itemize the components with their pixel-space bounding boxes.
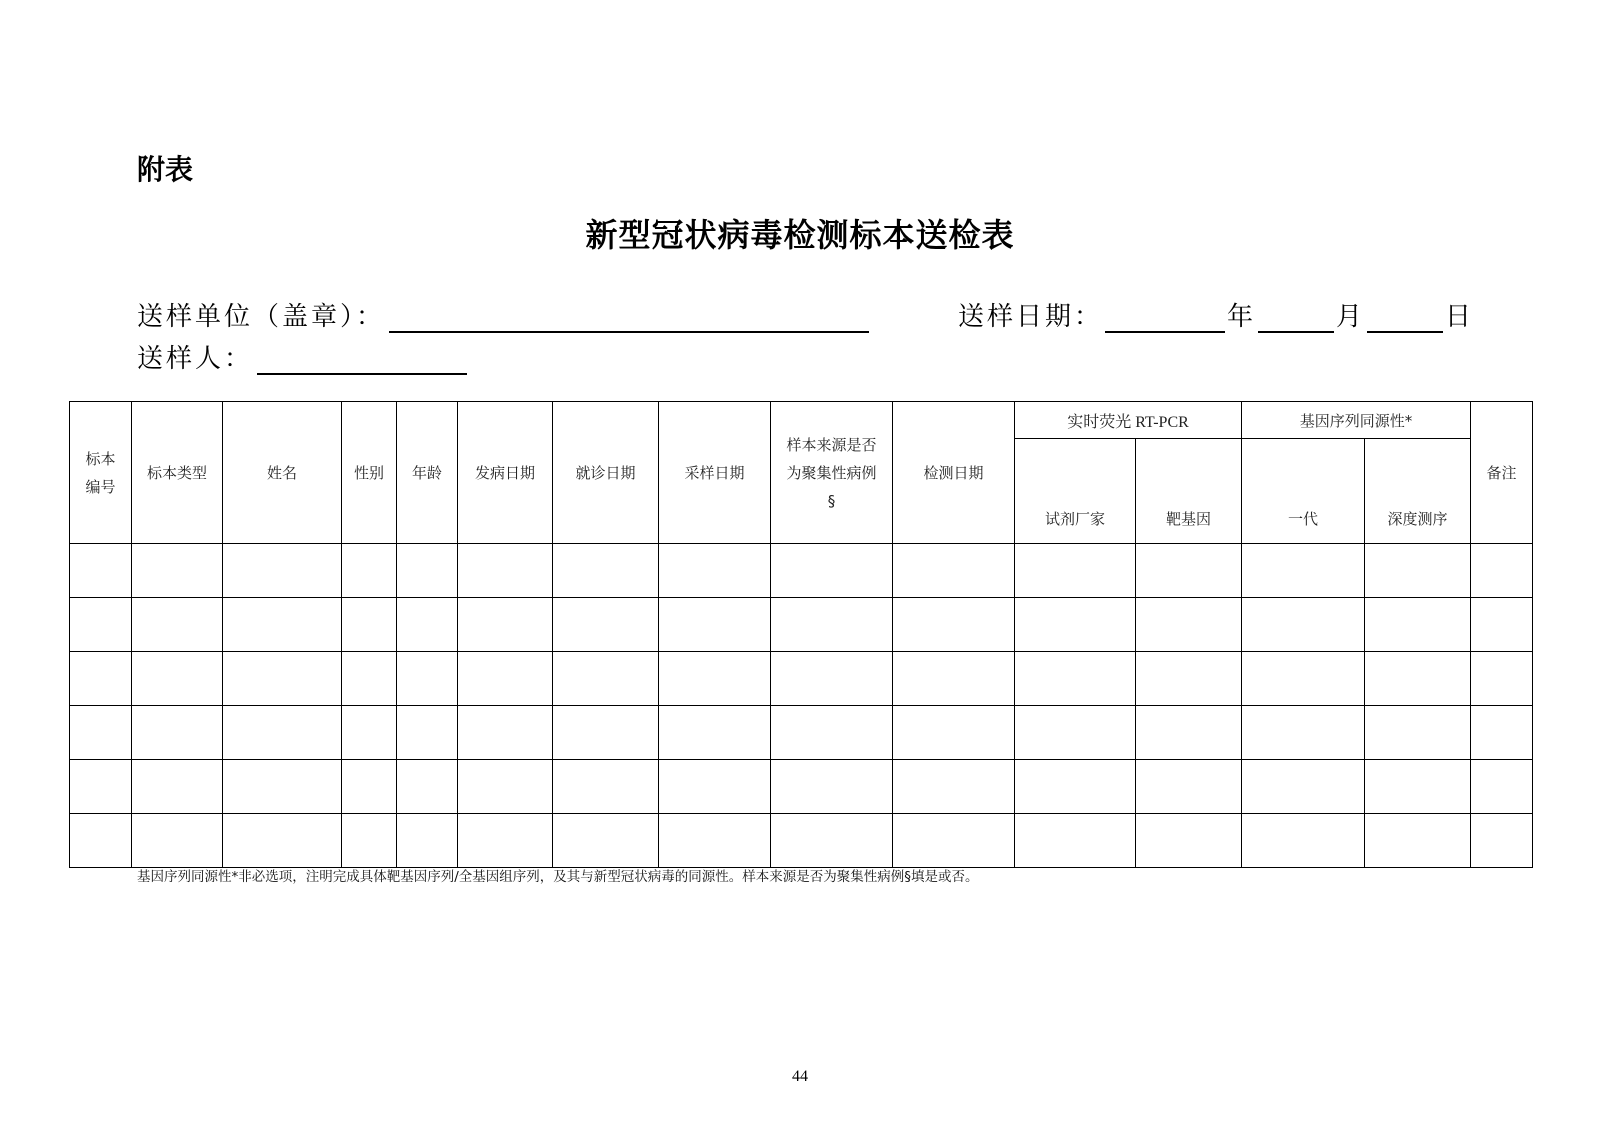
table-cell[interactable] xyxy=(771,544,893,598)
table-cell[interactable] xyxy=(659,760,771,814)
table-cell[interactable] xyxy=(132,652,223,706)
table-cell[interactable] xyxy=(1242,814,1365,868)
header-specimen-no-line2: 编号 xyxy=(85,477,116,496)
sending-date-label: 送样日期： xyxy=(958,302,1104,332)
table-cell[interactable] xyxy=(1242,598,1365,652)
table-cell[interactable] xyxy=(223,544,342,598)
table-cell[interactable] xyxy=(1015,814,1136,868)
table-cell[interactable] xyxy=(1365,598,1471,652)
sending-date-field xyxy=(958,296,1474,333)
table-cell[interactable] xyxy=(223,652,342,706)
footnote: 基因序列同源性*非必选项，注明完成具体靶基因序列/全基因组序列，及其与新型冠状病毒的同源性。样本来源是否为聚集性病例§填是或否。 xyxy=(137,869,979,885)
table-cell[interactable] xyxy=(1015,544,1136,598)
table-cell[interactable] xyxy=(458,814,553,868)
sender-label: 送样人： xyxy=(137,344,254,374)
table-cell[interactable] xyxy=(1471,598,1533,652)
table-cell[interactable] xyxy=(223,706,342,760)
table-cell[interactable] xyxy=(1136,652,1242,706)
table-cell[interactable] xyxy=(342,760,397,814)
table-cell[interactable] xyxy=(397,598,458,652)
table-cell[interactable] xyxy=(893,652,1015,706)
table-cell[interactable] xyxy=(771,760,893,814)
table-cell[interactable] xyxy=(342,652,397,706)
header-cluster-line1: 样本来源是否 xyxy=(786,435,877,454)
table-cell[interactable] xyxy=(553,760,659,814)
table-cell[interactable] xyxy=(458,760,553,814)
table-cell[interactable] xyxy=(1365,814,1471,868)
table-row xyxy=(70,652,1533,706)
header-homology-group: 基因序列同源性* xyxy=(1242,402,1471,439)
table-cell[interactable] xyxy=(659,598,771,652)
header-reagent-maker: 试剂厂家 xyxy=(1015,439,1136,544)
table-cell[interactable] xyxy=(893,544,1015,598)
table-cell[interactable] xyxy=(1136,598,1242,652)
appendix-label: 附表 xyxy=(137,153,194,186)
sending-unit-label: 送样单位（盖章）： xyxy=(137,302,386,332)
table-cell[interactable] xyxy=(70,706,132,760)
table-cell[interactable] xyxy=(1015,706,1136,760)
header-remarks: 备注 xyxy=(1471,402,1533,544)
day-label: 日 xyxy=(1445,302,1475,332)
table-cell[interactable] xyxy=(553,598,659,652)
table-cell[interactable] xyxy=(893,706,1015,760)
header-specimen-no-line1: 标本 xyxy=(85,449,116,468)
table-cell[interactable] xyxy=(659,544,771,598)
table-cell[interactable] xyxy=(553,544,659,598)
table-body xyxy=(70,544,1533,868)
table-row xyxy=(70,760,1533,814)
table-cell[interactable] xyxy=(132,814,223,868)
table-cell[interactable] xyxy=(70,598,132,652)
table-cell[interactable] xyxy=(1471,814,1533,868)
table-cell[interactable] xyxy=(397,652,458,706)
month-label: 月 xyxy=(1336,302,1366,332)
table-cell[interactable] xyxy=(397,760,458,814)
table-cell[interactable] xyxy=(659,652,771,706)
header-specimen-no xyxy=(70,402,132,544)
table-cell[interactable] xyxy=(1242,544,1365,598)
table-cell[interactable] xyxy=(1365,652,1471,706)
table-cell[interactable] xyxy=(553,814,659,868)
table-cell[interactable] xyxy=(1471,760,1533,814)
table-row xyxy=(70,598,1533,652)
header-target-gene: 靶基因 xyxy=(1136,439,1242,544)
table-cell[interactable] xyxy=(223,598,342,652)
table-cell[interactable] xyxy=(553,706,659,760)
header-age: 年龄 xyxy=(397,402,458,544)
table-cell[interactable] xyxy=(1136,544,1242,598)
table-cell[interactable] xyxy=(771,706,893,760)
table-row xyxy=(70,706,1533,760)
table-cell[interactable] xyxy=(893,598,1015,652)
table-cell[interactable] xyxy=(458,598,553,652)
table-cell[interactable] xyxy=(1365,760,1471,814)
table-cell[interactable] xyxy=(1365,706,1471,760)
table-cell[interactable] xyxy=(223,760,342,814)
table-cell[interactable] xyxy=(659,706,771,760)
table-cell[interactable] xyxy=(132,544,223,598)
table-cell[interactable] xyxy=(1242,652,1365,706)
header-deep-seq: 深度测序 xyxy=(1365,439,1471,544)
table-cell[interactable] xyxy=(70,652,132,706)
table-cell[interactable] xyxy=(342,598,397,652)
page-title: 新型冠状病毒检测标本送检表 xyxy=(585,216,1015,254)
table-cell[interactable] xyxy=(70,814,132,868)
table-cell[interactable] xyxy=(70,544,132,598)
day-input[interactable] xyxy=(1367,305,1443,333)
table-row xyxy=(70,814,1533,868)
year-input[interactable] xyxy=(1105,305,1225,333)
header-onset-date: 发病日期 xyxy=(458,402,553,544)
table-cell[interactable] xyxy=(397,706,458,760)
table-cell[interactable] xyxy=(70,760,132,814)
header-specimen-type: 标本类型 xyxy=(132,402,223,544)
month-input[interactable] xyxy=(1258,305,1334,333)
table-cell[interactable] xyxy=(342,814,397,868)
header-rtpcr-group xyxy=(1015,402,1242,439)
table-cell[interactable] xyxy=(893,814,1015,868)
table-cell[interactable] xyxy=(342,544,397,598)
header-cluster-line2: 为聚集性病例 xyxy=(786,463,877,482)
header-rtpcr-label: 实时荧光 RT-PCR xyxy=(1067,413,1189,431)
header-cluster-line3: § xyxy=(827,491,836,510)
table-cell[interactable] xyxy=(1015,598,1136,652)
table-cell[interactable] xyxy=(1136,814,1242,868)
table-cell[interactable] xyxy=(132,706,223,760)
header-cluster-case xyxy=(771,402,893,544)
table-cell[interactable] xyxy=(1015,760,1136,814)
sender-input[interactable] xyxy=(257,347,467,375)
table-cell[interactable] xyxy=(1136,706,1242,760)
table-cell[interactable] xyxy=(553,652,659,706)
header-visit-date: 就诊日期 xyxy=(553,402,659,544)
table-cell[interactable] xyxy=(1242,760,1365,814)
table-cell[interactable] xyxy=(893,760,1015,814)
table-cell[interactable] xyxy=(132,760,223,814)
table-cell[interactable] xyxy=(458,652,553,706)
page-number: 44 xyxy=(792,1068,808,1085)
table-cell[interactable] xyxy=(659,814,771,868)
table-cell[interactable] xyxy=(132,598,223,652)
table-cell[interactable] xyxy=(1471,652,1533,706)
table-row xyxy=(70,544,1533,598)
table-cell[interactable] xyxy=(1471,544,1533,598)
header-name: 姓名 xyxy=(223,402,342,544)
sender-field xyxy=(137,338,467,375)
year-label: 年 xyxy=(1227,302,1257,332)
table-cell[interactable] xyxy=(397,544,458,598)
specimen-table xyxy=(69,401,1533,868)
table-cell[interactable] xyxy=(771,598,893,652)
table-cell[interactable] xyxy=(458,544,553,598)
table-cell[interactable] xyxy=(1242,706,1365,760)
table-cell[interactable] xyxy=(1136,760,1242,814)
table-cell[interactable] xyxy=(458,706,553,760)
header-first-gen: 一代 xyxy=(1242,439,1365,544)
header-sex: 性别 xyxy=(342,402,397,544)
sending-unit-field xyxy=(137,296,869,333)
table-cell[interactable] xyxy=(223,814,342,868)
table-cell[interactable] xyxy=(1471,706,1533,760)
table-cell[interactable] xyxy=(1365,544,1471,598)
table-cell[interactable] xyxy=(771,814,893,868)
table-cell[interactable] xyxy=(771,652,893,706)
table-cell[interactable] xyxy=(342,706,397,760)
header-test-date: 检测日期 xyxy=(893,402,1015,544)
table-cell[interactable] xyxy=(397,814,458,868)
sending-unit-input[interactable] xyxy=(389,305,869,333)
table-cell[interactable] xyxy=(1015,652,1136,706)
header-sampling-date: 采样日期 xyxy=(659,402,771,544)
